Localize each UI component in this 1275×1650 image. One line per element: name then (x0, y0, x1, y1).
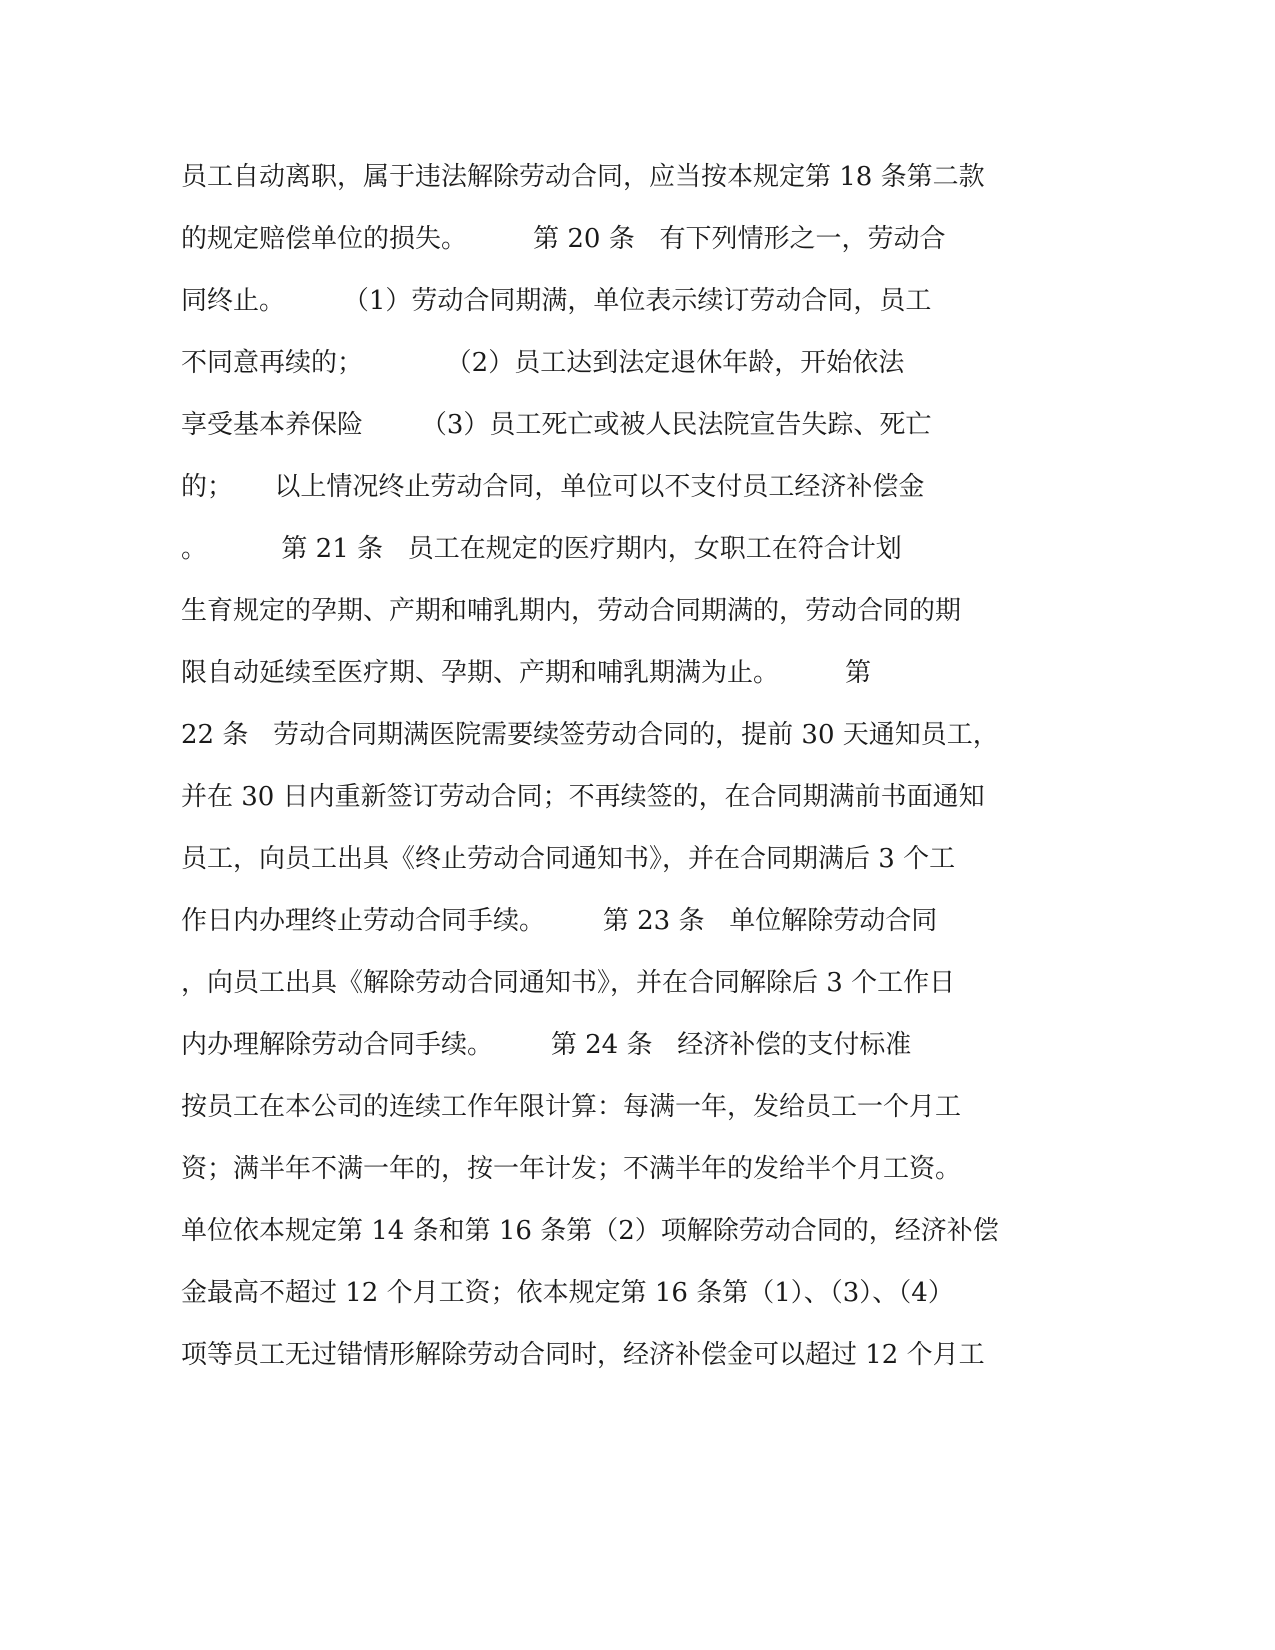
text-line: 22 条 劳动合同期满医院需要续签劳动合同的，提前 30 天通知员工， (181, 720, 999, 750)
text-line: 资；满半年不满一年的，按一年计发；不满半年的发给半个月工资。 (181, 1154, 962, 1184)
text-line: ，向员工出具《解除劳动合同通知书》，并在合同解除后 3 个工作日 (181, 968, 956, 998)
text-line: 生育规定的孕期、产期和哺乳期内，劳动合同期满的，劳动合同的期 (181, 596, 962, 626)
text-line: 不同意再续的； （2）员工达到法定退休年龄，开始依法 (181, 348, 905, 378)
text-line: 员工，向员工出具《终止劳动合同通知书》，并在合同期满后 3 个工 (181, 844, 956, 874)
text-line: 按员工在本公司的连续工作年限计算：每满一年，发给员工一个月工 (181, 1092, 962, 1122)
text-line: 的规定赔偿单位的损失。 第 20 条 有下列情形之一，劳动合 (181, 224, 946, 254)
text-line: 并在 30 日内重新签订劳动合同；不再续签的，在合同期满前书面通知 (181, 782, 985, 812)
text-line: 限自动延续至医疗期、孕期、产期和哺乳期满为止。 第 (181, 658, 872, 688)
text-line: 内办理解除劳动合同手续。 第 24 条 经济补偿的支付标准 (181, 1030, 912, 1060)
text-line: 项等员工无过错情形解除劳动合同时，经济补偿金可以超过 12 个月工 (181, 1340, 985, 1370)
text-line: 金最高不超过 12 个月工资；依本规定第 16 条第（1）、（3）、（4） (181, 1278, 954, 1308)
text-line: 享受基本养保险 （3）员工死亡或被人民法院宣告失踪、死亡 (181, 410, 932, 440)
text-line: 单位依本规定第 14 条和第 16 条第（2）项解除劳动合同的，经济补偿 (181, 1216, 999, 1246)
text-line: 。 第 21 条 员工在规定的医疗期内，女职工在符合计划 (181, 534, 902, 564)
text-line: 员工自动离职，属于违法解除劳动合同，应当按本规定第 18 条第二款 (181, 162, 985, 192)
text-line: 的； 以上情况终止劳动合同，单位可以不支付员工经济补偿金 (181, 472, 925, 502)
text-line: 同终止。 （1）劳动合同期满，单位表示续订劳动合同，员工 (181, 286, 932, 316)
text-line: 作日内办理终止劳动合同手续。 第 23 条 单位解除劳动合同 (181, 906, 938, 936)
